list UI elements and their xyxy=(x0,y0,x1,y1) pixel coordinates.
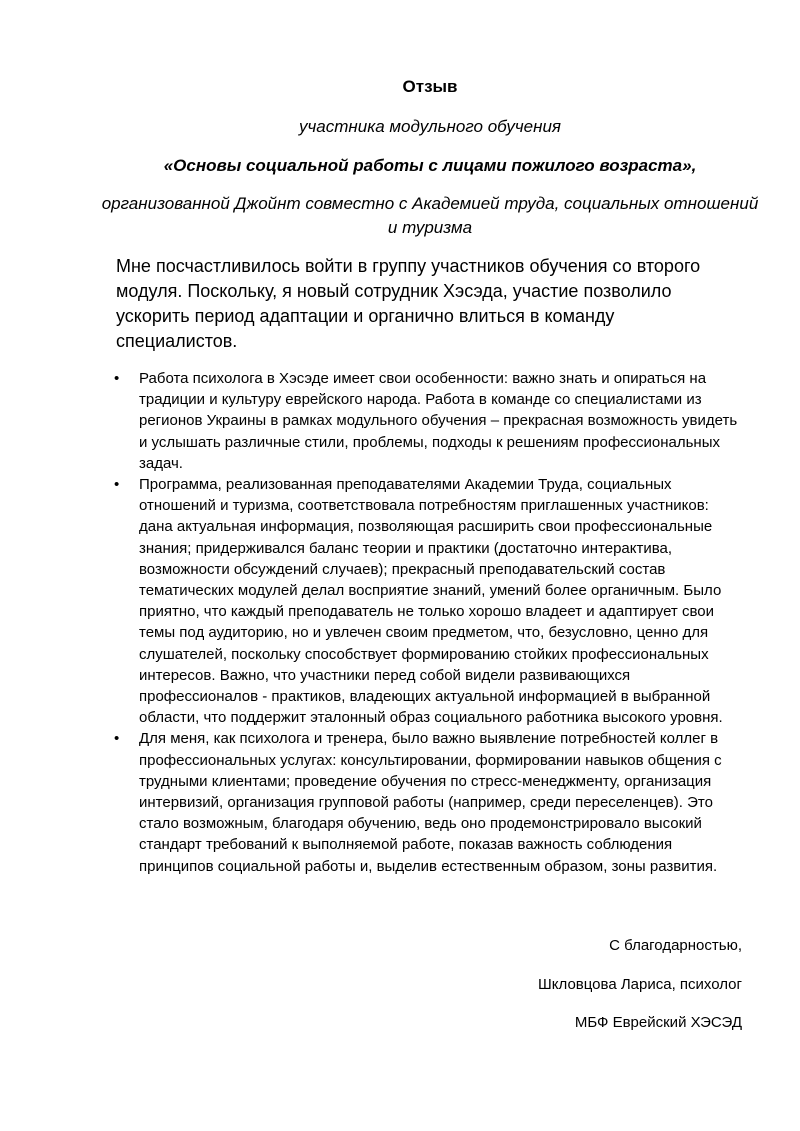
closing-text: С благодарностью, xyxy=(609,937,742,954)
list-item xyxy=(112,368,742,474)
list-item xyxy=(112,474,742,728)
signature-name: Шкловцова Лариса, психолог xyxy=(538,976,742,993)
bullet-icon: • xyxy=(114,730,120,748)
list-item xyxy=(112,728,742,876)
document-subtitle-course: «Основы социальной работы с лицами пожилого возраста», xyxy=(163,156,697,175)
bullet-text: Программа, реализованная преподавателями Академии Труда, социальных отношений и туризма, соответствовала потребностям приглашенных участников: дана актуальная информация, позволяющая расширить свои профессиональные знания; придерживался баланс теории и практики (достаточно интерактива, возможности обсуждений случаев); прекрасный преподавательский состав тематических модулей делал восприятие знаний, умений более органичным. Было приятно, что каждый преподаватель не только хорошо владеет и адаптирует свои темы под аудиторию, но и увлечен своим предметом, что, безусловно, ценно для слушателей, поскольку способствует формированию стойких профессиональных интересов. Важно, что участники перед собой видели развивающихся профессионалов - практиков, владеющих актуальной информацией в выбранной области, что поддержит эталонный образ социального работника высокого уровня. xyxy=(139,476,723,727)
signature-organization: МБФ Еврейский ХЭСЭД xyxy=(574,1014,742,1031)
intro-paragraph: Мне посчастливилось войти в группу участников обучения со второго модуля. Поскольку, я новый сотрудник Хэсэда, участие позволило ускорить период адаптации и органично влиться в команду специалистов. xyxy=(116,256,701,351)
document-subtitle-organizers: организованной Джойнт совместно с Академией труда, социальных отношений и туризма xyxy=(101,194,759,237)
document-subtitle-participant: участника модульного обучения xyxy=(298,117,562,136)
bullet-icon: • xyxy=(114,476,120,494)
bullet-icon: • xyxy=(114,370,120,387)
document-title: Отзыв xyxy=(402,77,458,96)
bullet-text: Для меня, как психолога и тренера, было важно выявление потребностей коллег в профессиональных услугах: консультировании, формировании навыков общения с трудными клиентами; проведение обучения по стресс-менеджменту, организация интервизий, организация групповой работы (например, среди переселенцев). Это стало возможным, благодаря обучению, ведь оно продемонстрировало высокий стандарт требований к выполняемой работе, показав важность соблюдения принципов социальной работы и, выделив естественным образом, зоны развития. xyxy=(139,730,722,875)
bullet-text: Работа психолога в Хэсэде имеет свои особенности: важно знать и опираться на традиции и культуру еврейского народа. Работа в команде со специалистами из регионов Украины в рамках модульного обучения – прекрасная возможность увидеть и услышать различные стили, проблемы, подходы к решениям профессиональных задач. xyxy=(139,370,738,472)
bullet-list xyxy=(112,368,742,877)
